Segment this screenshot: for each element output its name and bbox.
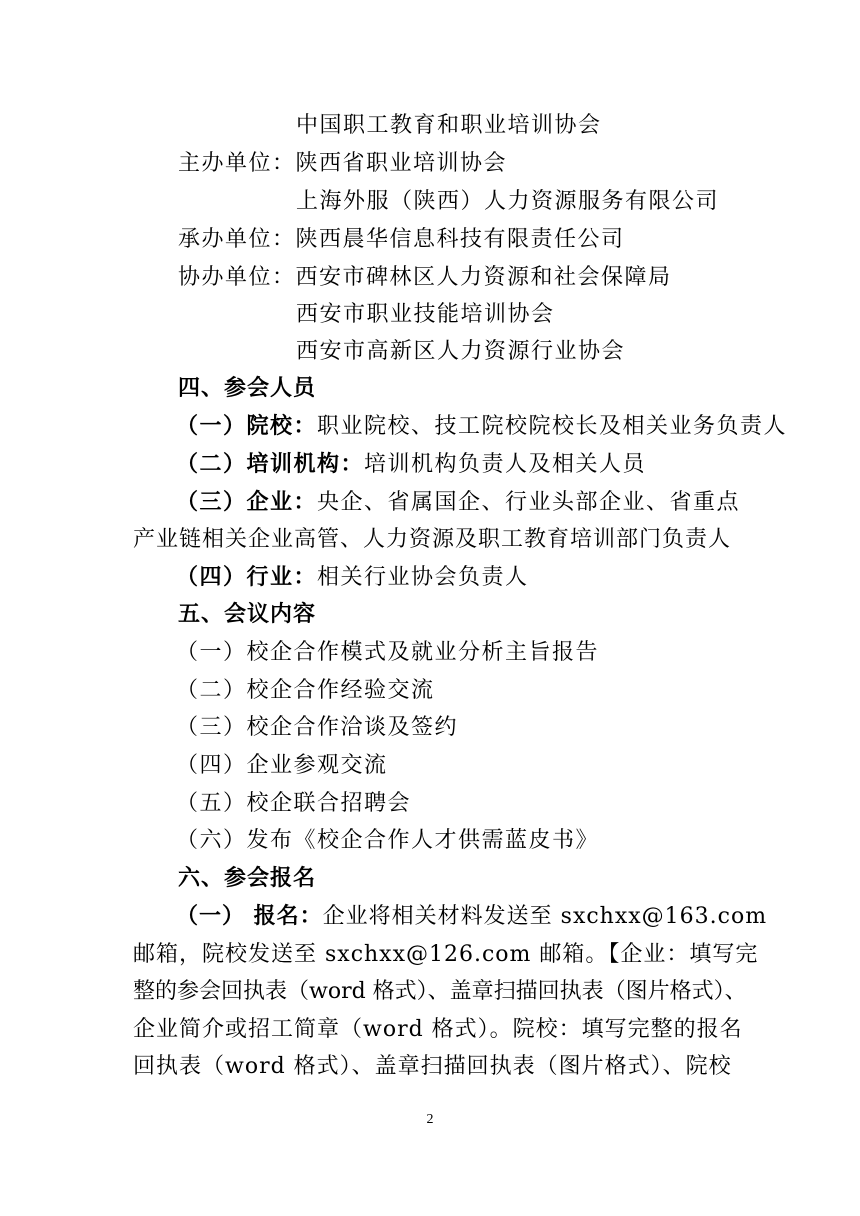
attendee-item-3-text: 央企、省属国企、行业头部企业、省重点 <box>317 490 741 515</box>
section-5-heading: 五、会议内容 <box>178 602 317 627</box>
attendee-item-2-text: 培训机构负责人及相关人员 <box>364 452 647 477</box>
agenda-item-6: （六）发布《校企合作人才供需蓝皮书》 <box>176 828 600 853</box>
organizer-line: 中国职工教育和职业培训协会 <box>296 113 602 138</box>
coorganizer-line-3: 西安市高新区人力资源行业协会 <box>296 339 626 364</box>
attendee-item-2-label: （二）培训机构： <box>176 452 365 477</box>
coorganizer-text: 西安市碑林区人力资源和社会保障局 <box>295 265 672 290</box>
attendee-item-1-text: 职业院校、技工院校院校长及相关业务负责人 <box>317 414 788 439</box>
attendee-item-3-cont: 产业链相关企业高管、人力资源及职工教育培训部门负责人 <box>133 527 732 552</box>
coorganizer-label: 协办单位： <box>178 265 296 290</box>
agenda-item-2: （二）校企合作经验交流 <box>176 678 435 703</box>
undertaker-label: 承办单位： <box>178 227 296 252</box>
registration-para-line-4: 企业简介或招工简章（word 格式）。院校：填写完整的报名 <box>133 1017 743 1042</box>
attendee-item-4-text: 相关行业协会负责人 <box>317 565 529 590</box>
attendee-item-2 <box>176 450 646 480</box>
host-text: 陕西省职业培训协会 <box>295 151 508 176</box>
attendee-item-1-label: （一）院校： <box>176 414 318 439</box>
undertaker-text: 陕西晨华信息科技有限责任公司 <box>295 227 625 252</box>
attendee-item-1 <box>176 412 787 442</box>
coorganizer-line-2: 西安市职业技能培训协会 <box>296 302 555 327</box>
host-label: 主办单位： <box>178 151 296 176</box>
agenda-item-1: （一）校企合作模式及就业分析主旨报告 <box>176 640 600 665</box>
registration-para-line-2: 邮箱，院校发送至 sxchxx@126.com 邮箱。【企业：填写完 <box>133 942 759 967</box>
attendee-item-4-label: （四）行业： <box>176 565 318 590</box>
host-line-2: 上海外服（陕西）人力资源服务有限公司 <box>296 189 720 214</box>
agenda-item-5: （五）校企联合招聘会 <box>176 791 412 816</box>
page-number: 2 <box>426 1112 434 1127</box>
registration-text: 企业将相关材料发送至 sxchxx@163.com <box>322 904 768 929</box>
section-4-heading: 四、参会人员 <box>178 376 317 401</box>
coorganizer-line <box>178 263 672 293</box>
attendee-item-3-label: （三）企业： <box>176 490 318 515</box>
agenda-item-3: （三）校企合作洽谈及签约 <box>176 715 459 740</box>
section-6-heading: 六、参会报名 <box>178 866 317 891</box>
attendee-item-4 <box>176 563 529 593</box>
registration-label: （一） 报名： <box>176 904 323 929</box>
undertaker-line <box>178 225 625 255</box>
registration-para-line-5: 回执表（word 格式）、盖章扫描回执表（图片格式）、院校 <box>133 1054 732 1079</box>
agenda-item-4: （四）企业参观交流 <box>176 753 388 778</box>
registration-para-line-3: 整的参会回执表（word 格式）、盖章扫描回执表（图片格式）、 <box>133 979 747 1004</box>
attendee-item-3 <box>176 488 740 518</box>
registration-para-line-1 <box>176 902 767 932</box>
host-line <box>178 149 507 179</box>
